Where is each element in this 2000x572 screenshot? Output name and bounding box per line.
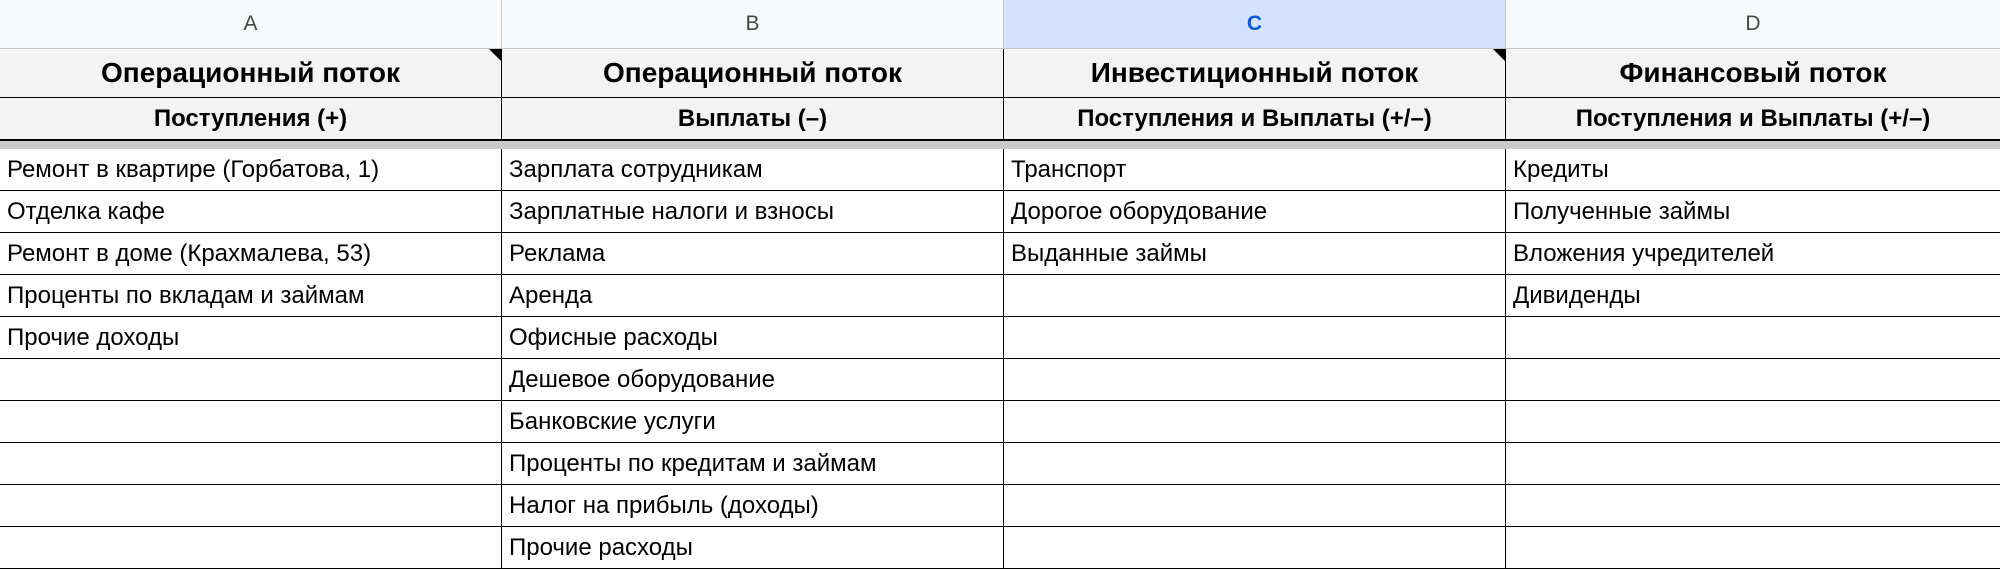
table-cell[interactable] — [1004, 485, 1506, 526]
table-row — [0, 485, 2000, 527]
table-cell[interactable]: Ремонт в доме (Крахмалева, 53) — [0, 233, 502, 274]
table-cell[interactable]: Дивиденды — [1513, 281, 1641, 309]
table-cell[interactable] — [1004, 317, 1506, 358]
table-row — [0, 401, 2000, 443]
table-cell[interactable] — [1506, 401, 2000, 442]
table-cell[interactable] — [1004, 401, 1506, 442]
table-cell[interactable]: Прочие расходы — [502, 527, 1004, 568]
table-cell[interactable] — [1004, 443, 1506, 484]
cell-d2[interactable]: Поступления и Выплаты (+/–) — [1575, 104, 1931, 132]
header-title-row — [0, 49, 2000, 98]
cell-c2[interactable]: Поступления и Выплаты (+/–) — [1004, 98, 1506, 139]
column-header-a[interactable]: A — [0, 0, 502, 48]
table-cell[interactable]: Проценты по кредитам и займам — [502, 443, 1004, 484]
table-row — [0, 275, 2000, 317]
table-cell[interactable]: Транспорт — [1004, 149, 1506, 190]
table-cell[interactable] — [0, 401, 502, 442]
header-subtitle-row — [0, 98, 2000, 141]
table-row — [0, 359, 2000, 401]
table-row — [0, 149, 2000, 191]
table-row — [0, 527, 2000, 569]
column-header-b[interactable]: B — [502, 0, 1004, 48]
column-header-c[interactable]: C — [1004, 0, 1506, 48]
table-cell[interactable] — [1004, 527, 1506, 568]
column-headers — [0, 0, 2000, 49]
table-cell[interactable]: Ремонт в квартире (Горбатова, 1) — [0, 149, 502, 190]
cell-b2[interactable]: Выплаты (–) — [502, 98, 1004, 139]
table-cell[interactable]: Отделка кафе — [0, 191, 502, 232]
table-cell[interactable]: Вложения учредителей — [1513, 239, 1775, 267]
table-cell[interactable]: Зарплатные налоги и взносы — [502, 191, 1004, 232]
cell-text: Финансовый поток — [1619, 57, 1887, 88]
table-row — [0, 233, 2000, 275]
table-cell[interactable] — [1004, 275, 1506, 316]
cell-a2[interactable]: Поступления (+) — [0, 98, 502, 139]
cell-b1[interactable] — [502, 49, 1004, 97]
table-cell[interactable] — [0, 359, 502, 400]
cell-c1[interactable] — [1004, 49, 1506, 97]
table-cell[interactable]: Банковские услуги — [502, 401, 1004, 442]
table-cell[interactable]: Прочие доходы — [0, 317, 502, 358]
table-cell[interactable]: Кредиты — [1513, 155, 1609, 183]
table-cell[interactable]: Дорогое оборудование — [1004, 191, 1506, 232]
table-cell[interactable]: Полученные займы — [1513, 197, 1731, 225]
cell-text: Операционный поток — [101, 57, 400, 88]
table-cell[interactable] — [0, 485, 502, 526]
table-row — [0, 317, 2000, 359]
freeze-divider[interactable] — [0, 141, 2000, 149]
table-cell[interactable] — [0, 527, 502, 568]
cell-a1[interactable] — [0, 49, 502, 97]
table-cell[interactable]: Налог на прибыль (доходы) — [502, 485, 1004, 526]
table-cell[interactable] — [1506, 359, 2000, 400]
table-cell[interactable]: Выданные займы — [1004, 233, 1506, 274]
table-cell[interactable] — [1506, 527, 2000, 568]
cell-text: Операционный поток — [603, 57, 902, 88]
table-cell[interactable]: Дешевое оборудование — [502, 359, 1004, 400]
table-cell[interactable] — [1506, 443, 2000, 484]
note-marker-icon[interactable] — [1493, 49, 1505, 61]
table-row — [0, 191, 2000, 233]
table-cell[interactable] — [1004, 359, 1506, 400]
table-cell[interactable]: Аренда — [502, 275, 1004, 316]
table-cell[interactable] — [0, 443, 502, 484]
table-cell[interactable] — [1506, 317, 2000, 358]
note-marker-icon[interactable] — [489, 49, 501, 61]
table-cell[interactable]: Офисные расходы — [502, 317, 1004, 358]
table-cell[interactable]: Реклама — [502, 233, 1004, 274]
table-cell[interactable]: Проценты по вкладам и займам — [0, 275, 502, 316]
cell-d1[interactable] — [1506, 49, 2000, 97]
cell-text: Инвестиционный поток — [1090, 57, 1419, 88]
table-cell[interactable] — [1506, 485, 2000, 526]
table-cell[interactable]: Зарплата сотрудникам — [502, 149, 1004, 190]
column-header-d[interactable]: D — [1745, 12, 1761, 35]
table-row — [0, 443, 2000, 485]
